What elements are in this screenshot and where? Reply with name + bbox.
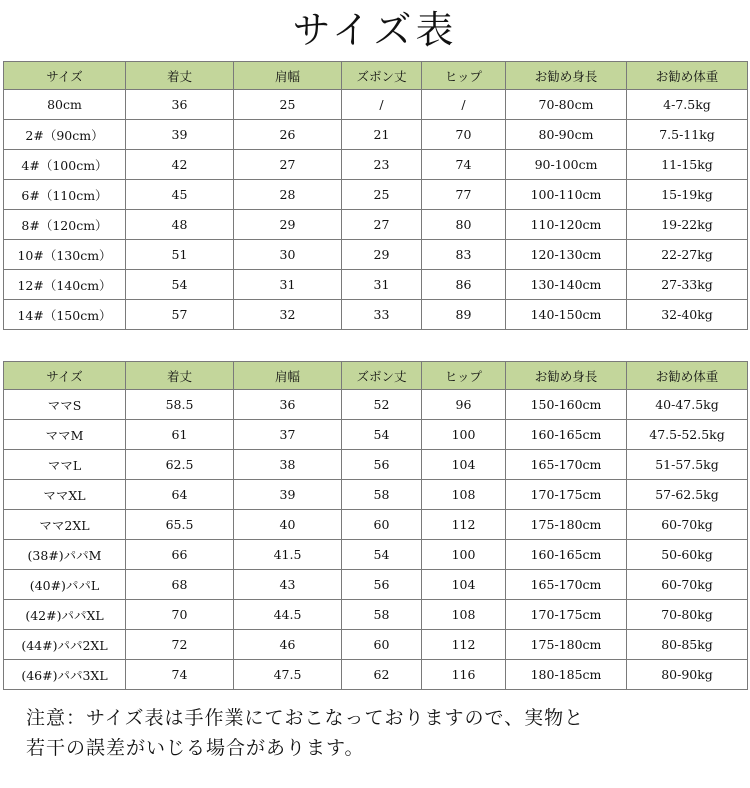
cell-length: 54 (126, 270, 234, 300)
table-row (4, 510, 748, 540)
cell-size: 14#（150cm） (4, 300, 126, 330)
cell-size: (40#)パパL (4, 570, 126, 600)
page-title: サイズ表 (292, 8, 458, 52)
cell-shoulder: 28 (234, 180, 342, 210)
cell-pants-length: 54 (342, 540, 422, 570)
cell-size: ママL (4, 450, 126, 480)
cell-height: 130-140cm (506, 270, 627, 300)
cell-shoulder: 40 (234, 510, 342, 540)
cell-hip: 83 (422, 240, 506, 270)
header-shoulder: 肩幅 (234, 362, 342, 390)
cell-size: 4#（100cm） (4, 150, 126, 180)
table-row (4, 300, 748, 330)
cell-hip: 74 (422, 150, 506, 180)
cell-pants-length: / (342, 90, 422, 120)
cell-weight: 7.5-11kg (627, 120, 748, 150)
cell-shoulder: 30 (234, 240, 342, 270)
cell-weight: 47.5-52.5kg (627, 420, 748, 450)
note-line: 若干の誤差がいじる場合があります。 (26, 737, 365, 759)
table-row (4, 480, 748, 510)
header-hip: ヒップ (422, 62, 506, 90)
table-row (4, 540, 748, 570)
cell-size: 12#（140cm） (4, 270, 126, 300)
cell-height: 170-175cm (506, 480, 627, 510)
cell-hip: 77 (422, 180, 506, 210)
cell-weight: 4-7.5kg (627, 90, 748, 120)
cell-size: ママXL (4, 480, 126, 510)
cell-shoulder: 38 (234, 450, 342, 480)
table-row (4, 120, 748, 150)
cell-hip: 89 (422, 300, 506, 330)
cell-shoulder: 29 (234, 210, 342, 240)
table-row (4, 90, 748, 120)
cell-hip: 100 (422, 420, 506, 450)
cell-height: 175-180cm (506, 630, 627, 660)
cell-height: 170-175cm (506, 600, 627, 630)
cell-height: 165-170cm (506, 450, 627, 480)
cell-pants-length: 56 (342, 450, 422, 480)
cell-height: 70-80cm (506, 90, 627, 120)
cell-pants-length: 52 (342, 390, 422, 420)
cell-weight: 80-85kg (627, 630, 748, 660)
cell-hip: 96 (422, 390, 506, 420)
cell-length: 36 (126, 90, 234, 120)
cell-length: 70 (126, 600, 234, 630)
cell-weight: 27-33kg (627, 270, 748, 300)
header-height: お勧め身長 (506, 362, 627, 390)
cell-size: 6#（110cm） (4, 180, 126, 210)
cell-weight: 80-90kg (627, 660, 748, 690)
cell-pants-length: 54 (342, 420, 422, 450)
header-shoulder: 肩幅 (234, 62, 342, 90)
cell-size: (46#)パパ3XL (4, 660, 126, 690)
header-length: 着丈 (126, 62, 234, 90)
cell-size: 8#（120cm） (4, 210, 126, 240)
adult-size-table (3, 361, 748, 690)
cell-height: 160-165cm (506, 420, 627, 450)
cell-hip: 86 (422, 270, 506, 300)
cell-length: 61 (126, 420, 234, 450)
cell-weight: 11-15kg (627, 150, 748, 180)
cell-size: (44#)パパ2XL (4, 630, 126, 660)
cell-shoulder: 43 (234, 570, 342, 600)
cell-length: 65.5 (126, 510, 234, 540)
cell-height: 100-110cm (506, 180, 627, 210)
cell-hip: 104 (422, 450, 506, 480)
cell-height: 165-170cm (506, 570, 627, 600)
cell-hip: 80 (422, 210, 506, 240)
cell-pants-length: 60 (342, 630, 422, 660)
cell-height: 150-160cm (506, 390, 627, 420)
cell-length: 57 (126, 300, 234, 330)
table-row (4, 210, 748, 240)
cell-length: 64 (126, 480, 234, 510)
cell-shoulder: 27 (234, 150, 342, 180)
cell-shoulder: 31 (234, 270, 342, 300)
cell-size: ママS (4, 390, 126, 420)
cell-hip: 100 (422, 540, 506, 570)
table-row (4, 240, 748, 270)
cell-hip: 104 (422, 570, 506, 600)
table-row (4, 150, 748, 180)
cell-shoulder: 41.5 (234, 540, 342, 570)
cell-pants-length: 31 (342, 270, 422, 300)
cell-length: 68 (126, 570, 234, 600)
cell-height: 140-150cm (506, 300, 627, 330)
cell-height: 175-180cm (506, 510, 627, 540)
cell-hip: 112 (422, 630, 506, 660)
table-row (4, 180, 748, 210)
cell-height: 110-120cm (506, 210, 627, 240)
header-pants-length: ズボン丈 (342, 362, 422, 390)
cell-pants-length: 25 (342, 180, 422, 210)
cell-height: 80-90cm (506, 120, 627, 150)
header-height: お勧め身長 (506, 62, 627, 90)
cell-length: 48 (126, 210, 234, 240)
cell-shoulder: 32 (234, 300, 342, 330)
table-row (4, 660, 748, 690)
cell-pants-length: 21 (342, 120, 422, 150)
cell-size: ママ2XL (4, 510, 126, 540)
cell-pants-length: 27 (342, 210, 422, 240)
cell-size: 10#（130cm） (4, 240, 126, 270)
header-length: 着丈 (126, 362, 234, 390)
cell-hip: 70 (422, 120, 506, 150)
cell-size: (42#)パパXL (4, 600, 126, 630)
note-line: 注意：サイズ表は手作業にておこなっておりますので、実物と (26, 707, 585, 729)
table-header-row (4, 62, 748, 90)
cell-size: ママM (4, 420, 126, 450)
cell-length: 58.5 (126, 390, 234, 420)
cell-shoulder: 37 (234, 420, 342, 450)
kids-size-table (3, 61, 748, 330)
table-row (4, 450, 748, 480)
cell-height: 90-100cm (506, 150, 627, 180)
header-pants-length: ズボン丈 (342, 62, 422, 90)
cell-weight: 19-22kg (627, 210, 748, 240)
table-row (4, 630, 748, 660)
adult-table-body (4, 390, 748, 690)
cell-pants-length: 58 (342, 600, 422, 630)
header-weight: お勧め体重 (627, 62, 748, 90)
cell-pants-length: 58 (342, 480, 422, 510)
cell-shoulder: 39 (234, 480, 342, 510)
cell-shoulder: 44.5 (234, 600, 342, 630)
cell-hip: 108 (422, 600, 506, 630)
cell-weight: 22-27kg (627, 240, 748, 270)
cell-pants-length: 29 (342, 240, 422, 270)
cell-weight: 57-62.5kg (627, 480, 748, 510)
cell-hip: 116 (422, 660, 506, 690)
cell-weight: 40-47.5kg (627, 390, 748, 420)
cell-shoulder: 47.5 (234, 660, 342, 690)
header-weight: お勧め体重 (627, 362, 748, 390)
table-row (4, 390, 748, 420)
cell-pants-length: 33 (342, 300, 422, 330)
cell-size: 2#（90cm） (4, 120, 126, 150)
cell-size: 80cm (4, 90, 126, 120)
cell-pants-length: 56 (342, 570, 422, 600)
cell-shoulder: 25 (234, 90, 342, 120)
cell-height: 120-130cm (506, 240, 627, 270)
cell-height: 180-185cm (506, 660, 627, 690)
cell-weight: 15-19kg (627, 180, 748, 210)
cell-length: 45 (126, 180, 234, 210)
cell-pants-length: 62 (342, 660, 422, 690)
cell-weight: 50-60kg (627, 540, 748, 570)
cell-weight: 70-80kg (627, 600, 748, 630)
cell-weight: 32-40kg (627, 300, 748, 330)
cell-pants-length: 23 (342, 150, 422, 180)
cell-hip: / (422, 90, 506, 120)
header-size: サイズ (4, 362, 126, 390)
cell-shoulder: 26 (234, 120, 342, 150)
cell-length: 72 (126, 630, 234, 660)
cell-hip: 112 (422, 510, 506, 540)
cell-length: 66 (126, 540, 234, 570)
cell-pants-length: 60 (342, 510, 422, 540)
cell-weight: 51-57.5kg (627, 450, 748, 480)
table-row (4, 600, 748, 630)
header-hip: ヒップ (422, 362, 506, 390)
cell-shoulder: 46 (234, 630, 342, 660)
table-row (4, 270, 748, 300)
cell-weight: 60-70kg (627, 570, 748, 600)
cell-shoulder: 36 (234, 390, 342, 420)
cell-length: 51 (126, 240, 234, 270)
disclaimer-note (26, 703, 746, 763)
cell-length: 74 (126, 660, 234, 690)
table-row (4, 570, 748, 600)
cell-weight: 60-70kg (627, 510, 748, 540)
table-row (4, 420, 748, 450)
header-size: サイズ (4, 62, 126, 90)
kids-table-body (4, 90, 748, 330)
cell-height: 160-165cm (506, 540, 627, 570)
cell-size: (38#)パパM (4, 540, 126, 570)
table-header-row (4, 362, 748, 390)
cell-length: 39 (126, 120, 234, 150)
cell-length: 42 (126, 150, 234, 180)
cell-length: 62.5 (126, 450, 234, 480)
cell-hip: 108 (422, 480, 506, 510)
